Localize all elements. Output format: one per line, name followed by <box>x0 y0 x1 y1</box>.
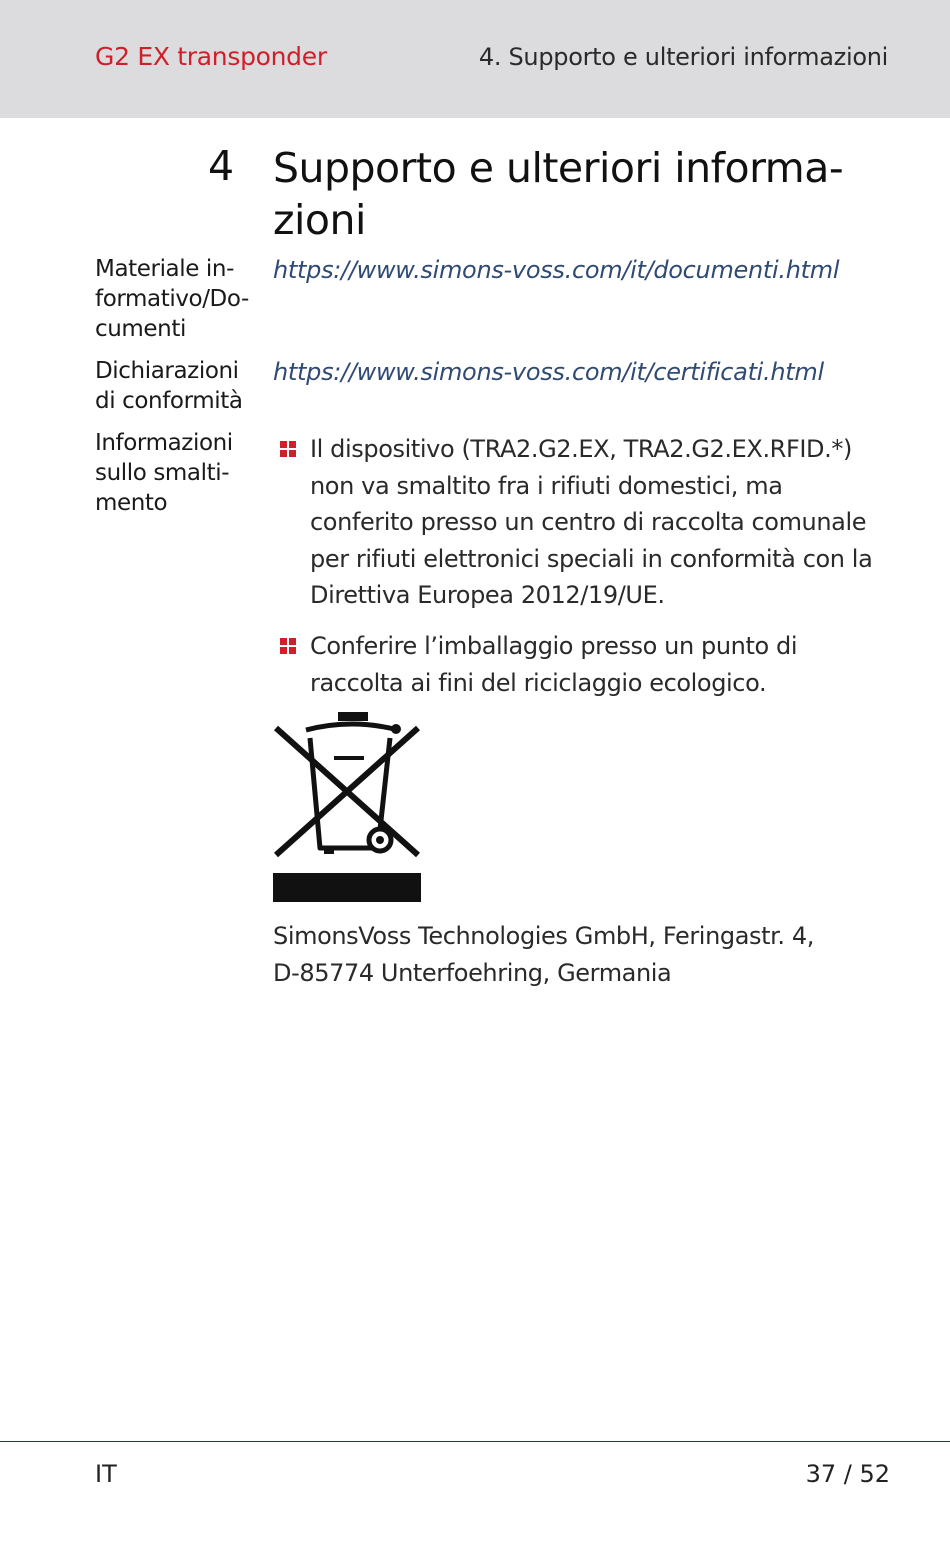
bullet-line: raccolta ai fini del riciclaggio ecologico. <box>310 668 767 697</box>
label-line: Dichiarazioni <box>95 358 239 384</box>
footer-page-number: 37 / 52 <box>805 1460 890 1488</box>
header-section-title: 4. Supporto e ulteriori informazioni <box>478 43 888 71</box>
header-product-name: G2 EX transponder <box>95 42 327 71</box>
page-header <box>0 0 950 118</box>
address-line: SimonsVoss Technologies GmbH, Feringastr. 4, <box>273 922 814 950</box>
label-line: formativo/Do- <box>95 286 249 312</box>
certificates-link[interactable]: https://www.simons-voss.com/it/certificati.html <box>273 358 824 386</box>
label-line: Materiale in- <box>95 256 234 282</box>
footer-language: IT <box>95 1460 117 1488</box>
bullet-icon <box>280 441 296 457</box>
label-line: Informazioni <box>95 430 233 456</box>
documents-label <box>95 254 275 344</box>
bullet-line: per rifiuti elettronici speciali in conformità con la <box>310 544 873 573</box>
label-line: di conformità <box>95 388 243 414</box>
chapter-title <box>273 142 913 246</box>
footer-divider <box>0 1441 950 1442</box>
chapter-title-line: Supporto e ulteriori informa- <box>273 144 844 192</box>
label-line: cumenti <box>95 316 186 342</box>
conformity-label <box>95 356 275 416</box>
disposal-label <box>95 428 275 518</box>
bullet-line: conferito presso un centro di raccolta comunale <box>310 508 867 536</box>
bullet-line: non va smaltito fra i rifiuti domestici, ma <box>310 471 783 500</box>
chapter-title-line: zioni <box>273 196 366 244</box>
address-line: D-85774 Unterfoehring, Germania <box>273 958 672 987</box>
label-line: sullo smalti- <box>95 460 230 486</box>
disposal-bullet-device <box>310 431 910 614</box>
documents-link[interactable]: https://www.simons-voss.com/it/documenti.html <box>273 256 840 284</box>
weee-crossed-bin-icon <box>272 710 422 905</box>
company-address <box>273 918 893 991</box>
bullet-line: Direttiva Europea 2012/19/UE. <box>310 581 665 609</box>
bullet-line: Conferire l’imballaggio presso un punto di <box>310 632 798 660</box>
label-line: mento <box>95 490 168 516</box>
disposal-bullet-packaging <box>310 628 910 701</box>
chapter-number: 4 <box>208 142 235 190</box>
bullet-icon <box>280 638 296 654</box>
bullet-line: Il dispositivo (TRA2.G2.EX, TRA2.G2.EX.RFID.*) <box>310 435 852 463</box>
